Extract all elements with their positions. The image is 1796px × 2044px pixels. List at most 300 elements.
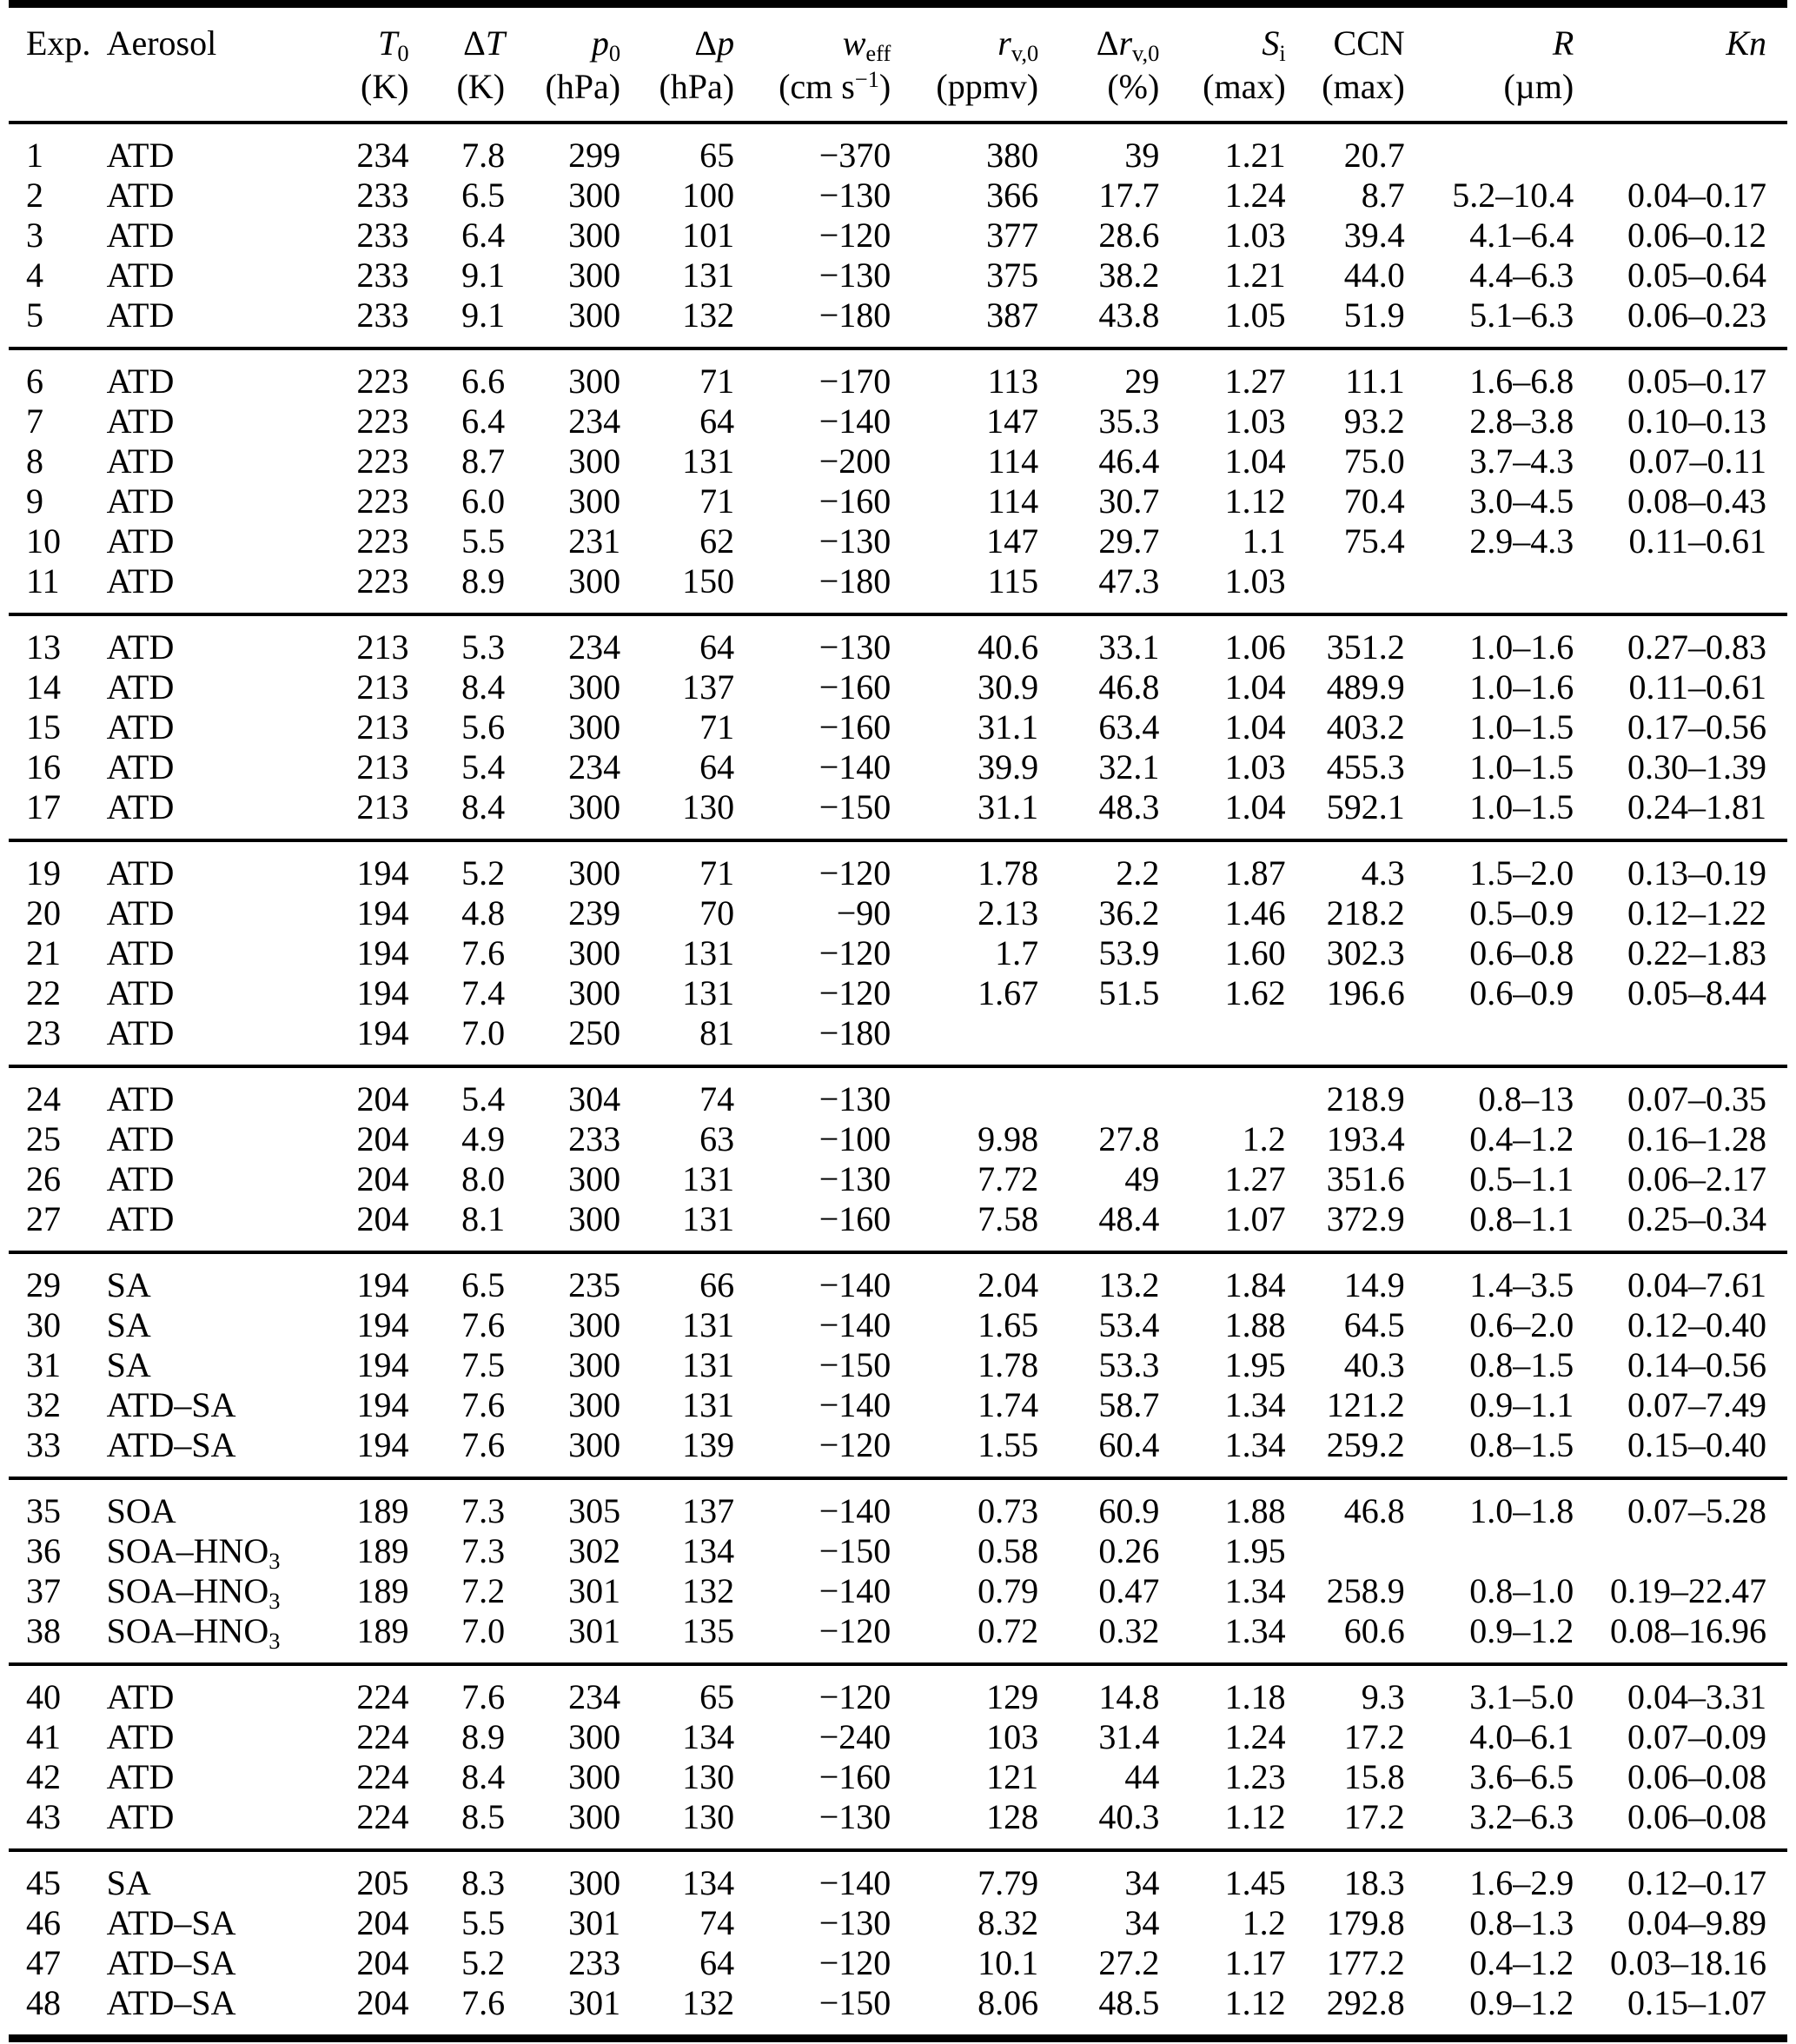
cell-p0: 300 <box>568 1757 621 1796</box>
cell-dT: 5.4 <box>461 747 506 786</box>
cell-exp: 8 <box>26 441 43 481</box>
cell-si: 1.62 <box>1224 973 1286 1012</box>
column-label-t0: $T_0$ <box>378 23 409 67</box>
column-unit-t0: (K) <box>361 67 409 106</box>
column-label-dT: ΔT <box>463 23 506 63</box>
table-row-exp-32 <box>9 1385 1787 1425</box>
cell-t0: 224 <box>356 1677 409 1716</box>
cell-dp: 65 <box>699 136 735 175</box>
cell-dp: 130 <box>682 1797 735 1836</box>
cell-weff: −130 <box>818 627 891 667</box>
table-row-exp-8 <box>9 441 1787 481</box>
cell-dp: 71 <box>699 481 735 521</box>
cell-r: 0.8–1.5 <box>1469 1425 1574 1464</box>
cell-r: 3.2–6.3 <box>1469 1797 1574 1836</box>
cell-r: 1.4–3.5 <box>1469 1265 1574 1304</box>
cell-aerosol: ATD <box>106 1119 175 1158</box>
cell-t0: 223 <box>356 441 409 481</box>
cell-dT: 8.5 <box>461 1797 506 1836</box>
cell-kn: 0.04–3.31 <box>1627 1677 1766 1716</box>
table-row-exp-47 <box>9 1943 1787 1983</box>
cell-weff: −140 <box>818 1385 891 1424</box>
cell-ccn: 64.5 <box>1343 1305 1405 1344</box>
cell-drv0: 30.7 <box>1098 481 1160 521</box>
cell-drv0: 47.3 <box>1098 561 1160 601</box>
cell-aerosol: ATD <box>106 1717 175 1756</box>
cell-r: 0.9–1.2 <box>1469 1983 1574 2022</box>
cell-p0: 231 <box>568 521 621 561</box>
cell-aerosol: ATD <box>106 256 175 295</box>
cell-p0: 300 <box>568 481 621 521</box>
cell-p0: 233 <box>568 1119 621 1158</box>
cell-exp: 35 <box>26 1491 61 1530</box>
cell-aerosol: ATD <box>106 853 175 893</box>
cell-aerosol: ATD <box>106 216 175 255</box>
cell-t0: 223 <box>356 402 409 441</box>
cell-si: 1.34 <box>1224 1611 1286 1650</box>
cell-dT: 6.4 <box>461 216 506 255</box>
cell-weff: −150 <box>818 787 891 826</box>
cell-r: 2.8–3.8 <box>1469 402 1574 441</box>
cell-dp: 71 <box>699 853 735 893</box>
cell-si: 1.21 <box>1224 136 1286 175</box>
cell-r: 1.0–1.5 <box>1469 707 1574 747</box>
cell-rv0 <box>891 1013 1038 1066</box>
cell-t0: 204 <box>356 1079 409 1118</box>
cell-si: 1.03 <box>1224 561 1286 601</box>
cell-kn: 0.27–0.83 <box>1627 627 1766 667</box>
cell-aerosol: ATD <box>106 1013 175 1052</box>
cell-rv0: 9.98 <box>978 1119 1039 1158</box>
cell-aerosol: ATD–SA <box>106 1385 236 1424</box>
cell-exp: 5 <box>26 295 43 335</box>
cell-r: 0.4–1.2 <box>1469 1119 1574 1158</box>
cell-kn <box>1574 1531 1787 1571</box>
cell-drv0 <box>1038 1066 1159 1119</box>
cell-dT: 7.6 <box>461 1677 506 1716</box>
cell-rv0: 31.1 <box>978 787 1039 826</box>
cell-rv0: 2.04 <box>978 1265 1039 1304</box>
cell-drv0: 36.2 <box>1098 893 1160 932</box>
cell-drv0: 0.32 <box>1098 1611 1160 1650</box>
table-row-exp-20 <box>9 893 1787 933</box>
cell-weff: −140 <box>818 1863 891 1902</box>
cell-dp: 81 <box>699 1013 735 1052</box>
cell-rv0: 1.65 <box>978 1305 1039 1344</box>
cell-t0: 213 <box>356 787 409 826</box>
cell-ccn <box>1286 1531 1405 1571</box>
cell-kn: 0.07–0.11 <box>1628 441 1766 481</box>
cell-weff: −140 <box>818 1571 891 1610</box>
cell-kn: 0.06–0.08 <box>1627 1797 1766 1836</box>
cell-r: 0.6–0.8 <box>1469 933 1574 972</box>
cell-drv0: 48.3 <box>1098 787 1160 826</box>
cell-weff: −150 <box>818 1531 891 1570</box>
cell-si: 1.60 <box>1224 933 1286 972</box>
cell-si: 1.12 <box>1224 1983 1286 2022</box>
cell-drv0: 60.9 <box>1098 1491 1160 1530</box>
cell-dT: 7.4 <box>461 973 506 1012</box>
cell-si: 1.03 <box>1224 402 1286 441</box>
cell-kn <box>1574 123 1787 176</box>
cell-ccn: 193.4 <box>1326 1119 1405 1158</box>
cell-drv0: 40.3 <box>1098 1797 1160 1836</box>
cell-ccn: 4.3 <box>1361 853 1405 893</box>
cell-aerosol: ATD <box>106 893 175 932</box>
cell-r <box>1405 1531 1574 1571</box>
cell-rv0: 387 <box>986 295 1039 335</box>
cell-dT: 6.5 <box>461 1265 506 1304</box>
cell-aerosol: SOA <box>106 1491 176 1530</box>
cell-aerosol: ATD–SA <box>106 1903 236 1942</box>
cell-dp: 139 <box>682 1425 735 1464</box>
cell-ccn <box>1286 561 1405 614</box>
cell-si: 1.18 <box>1224 1677 1286 1716</box>
row-group-4 <box>9 840 1787 1066</box>
cell-ccn: 15.8 <box>1343 1757 1405 1796</box>
column-label-ccn: CCN <box>1333 23 1405 63</box>
cell-t0: 213 <box>356 627 409 667</box>
cell-drv0: 34 <box>1124 1863 1160 1902</box>
cell-weff: −160 <box>818 667 891 707</box>
column-label-si: $S_i$ <box>1262 23 1286 67</box>
cell-dT: 8.9 <box>461 561 506 601</box>
cell-si: 1.95 <box>1224 1531 1286 1570</box>
cell-t0: 204 <box>356 1199 409 1238</box>
cell-aerosol: ATD <box>106 402 175 441</box>
cell-aerosol: ATD <box>106 561 175 601</box>
table-row-exp-35 <box>9 1478 1787 1531</box>
cell-aerosol: SA <box>106 1305 151 1344</box>
cell-weff: −130 <box>818 1797 891 1836</box>
cell-p0: 300 <box>568 1863 621 1902</box>
cell-r <box>1405 123 1574 176</box>
cell-dp: 131 <box>682 933 735 972</box>
cell-ccn: 218.2 <box>1326 893 1405 932</box>
cell-p0: 300 <box>568 256 621 295</box>
cell-p0: 300 <box>568 216 621 255</box>
table-row-exp-23 <box>9 1013 1787 1066</box>
cell-dT: 7.0 <box>461 1013 506 1052</box>
cell-exp: 25 <box>26 1119 61 1158</box>
cell-ccn: 14.9 <box>1343 1265 1405 1304</box>
cell-si: 1.21 <box>1224 256 1286 295</box>
row-group-6 <box>9 1252 1787 1478</box>
cell-aerosol: ATD–SA <box>106 1425 236 1464</box>
cell-kn: 0.07–5.28 <box>1627 1491 1766 1530</box>
cell-dp: 62 <box>699 521 735 561</box>
row-group-2 <box>9 348 1787 614</box>
cell-p0: 300 <box>568 1305 621 1344</box>
cell-weff: −150 <box>818 1345 891 1384</box>
cell-p0: 300 <box>568 973 621 1012</box>
cell-rv0: 10.1 <box>978 1943 1039 1982</box>
cell-exp: 14 <box>26 667 61 707</box>
table-row-exp-27 <box>9 1199 1787 1252</box>
cell-si: 1.84 <box>1224 1265 1286 1304</box>
cell-exp: 36 <box>26 1531 61 1570</box>
cell-dp: 132 <box>682 295 735 335</box>
cell-kn <box>1574 561 1787 614</box>
cell-drv0: 51.5 <box>1098 973 1160 1012</box>
cell-r: 0.9–1.1 <box>1469 1385 1574 1424</box>
cell-aerosol: SA <box>106 1265 151 1304</box>
cell-dT: 6.0 <box>461 481 506 521</box>
cell-rv0: 380 <box>986 136 1039 175</box>
cell-r: 1.5–2.0 <box>1469 853 1574 893</box>
cell-aerosol: ATD <box>106 441 175 481</box>
cell-kn: 0.05–8.44 <box>1627 973 1766 1012</box>
cell-exp: 29 <box>26 1265 61 1304</box>
cell-aerosol: ATD <box>106 1159 175 1198</box>
cell-exp: 22 <box>26 973 61 1012</box>
table-row-exp-26 <box>9 1159 1787 1199</box>
cell-rv0: 1.67 <box>978 973 1039 1012</box>
cell-si: 1.24 <box>1224 176 1286 215</box>
cell-ccn: 179.8 <box>1326 1903 1405 1942</box>
cell-kn: 0.07–0.35 <box>1627 1079 1766 1118</box>
cell-p0: 300 <box>568 1345 621 1384</box>
cell-si: 1.2 <box>1242 1903 1286 1942</box>
cell-weff: −180 <box>818 1013 891 1052</box>
cell-aerosol: ATD <box>106 136 175 175</box>
column-unit-ccn: (max) <box>1322 67 1405 106</box>
cell-p0: 300 <box>568 1425 621 1464</box>
cell-weff: −140 <box>818 1491 891 1530</box>
column-label-dp: Δp <box>694 23 735 63</box>
table-row-exp-36 <box>9 1531 1787 1571</box>
cell-drv0: 46.8 <box>1098 667 1160 707</box>
cell-ccn: 8.7 <box>1361 176 1405 215</box>
cell-si: 1.12 <box>1224 1797 1286 1836</box>
cell-exp: 13 <box>26 627 61 667</box>
cell-rv0: 366 <box>986 176 1039 215</box>
table-row-exp-29 <box>9 1252 1787 1305</box>
cell-dp: 131 <box>682 256 735 295</box>
cell-drv0: 43.8 <box>1098 295 1160 335</box>
cell-kn: 0.16–1.28 <box>1627 1119 1766 1158</box>
cell-dT: 5.2 <box>461 853 506 893</box>
cell-t0: 194 <box>356 1425 409 1464</box>
cell-exp: 16 <box>26 747 61 786</box>
cell-p0: 301 <box>568 1983 621 2022</box>
cell-kn: 0.19–22.47 <box>1610 1571 1766 1610</box>
table-row-exp-30 <box>9 1305 1787 1345</box>
cell-si: 1.95 <box>1224 1345 1286 1384</box>
cell-weff: −370 <box>818 136 891 175</box>
cell-r: 3.7–4.3 <box>1469 441 1574 481</box>
cell-t0: 204 <box>356 1119 409 1158</box>
cell-ccn: 20.7 <box>1343 136 1405 175</box>
cell-dT: 7.8 <box>461 136 506 175</box>
cell-t0: 224 <box>356 1717 409 1756</box>
cell-si: 1.04 <box>1224 787 1286 826</box>
cell-t0: 213 <box>356 667 409 707</box>
cell-si: 1.03 <box>1224 747 1286 786</box>
cell-t0: 234 <box>356 136 409 175</box>
cell-si: 1.2 <box>1242 1119 1286 1158</box>
cell-kn: 0.08–0.43 <box>1627 481 1766 521</box>
cell-r: 0.5–0.9 <box>1469 893 1574 932</box>
cell-dT: 7.6 <box>461 1305 506 1344</box>
cell-aerosol: ATD <box>106 1199 175 1238</box>
cell-t0: 204 <box>356 1983 409 2022</box>
cell-drv0: 27.8 <box>1098 1119 1160 1158</box>
cell-p0: 302 <box>568 1531 621 1570</box>
cell-si: 1.23 <box>1224 1757 1286 1796</box>
cell-kn: 0.04–0.17 <box>1627 176 1766 215</box>
cell-p0: 300 <box>568 1159 621 1198</box>
table-row-exp-24 <box>9 1066 1787 1119</box>
cell-r: 0.4–1.2 <box>1469 1943 1574 1982</box>
table-row-exp-25 <box>9 1119 1787 1159</box>
column-unit-exp <box>9 65 107 123</box>
cell-dp: 132 <box>682 1571 735 1610</box>
cell-dT: 8.7 <box>461 441 506 481</box>
cell-dT: 8.4 <box>461 1757 506 1796</box>
cell-aerosol: SOA–$HNO_3$ <box>106 1611 281 1655</box>
cell-rv0: 1.74 <box>978 1385 1039 1424</box>
cell-rv0: 7.79 <box>978 1863 1039 1902</box>
cell-dp: 74 <box>699 1903 735 1942</box>
cell-rv0: 129 <box>986 1677 1039 1716</box>
cell-dT: 8.4 <box>461 667 506 707</box>
cell-exp: 46 <box>26 1903 61 1942</box>
cell-si <box>1159 1066 1285 1119</box>
cell-exp: 38 <box>26 1611 61 1650</box>
cell-kn: 0.30–1.39 <box>1627 747 1766 786</box>
cell-drv0: 27.2 <box>1098 1943 1160 1982</box>
column-unit-kn <box>1574 65 1787 123</box>
cell-kn: 0.13–0.19 <box>1627 853 1766 893</box>
cell-drv0: 29.7 <box>1098 521 1160 561</box>
cell-aerosol: ATD–SA <box>106 1943 236 1982</box>
cell-drv0: 0.26 <box>1098 1531 1160 1570</box>
cell-dp: 70 <box>699 893 735 932</box>
column-unit-weff: (cm $s^{-1}$) <box>779 65 891 106</box>
table-row-exp-3 <box>9 216 1787 256</box>
cell-r: 1.6–2.9 <box>1469 1863 1574 1902</box>
cell-r: 0.6–2.0 <box>1469 1305 1574 1344</box>
cell-ccn: 44.0 <box>1343 256 1405 295</box>
cell-weff: −120 <box>818 1425 891 1464</box>
cell-aerosol: ATD <box>106 1797 175 1836</box>
cell-dT: 7.2 <box>461 1571 506 1610</box>
cell-weff: −180 <box>818 561 891 601</box>
cell-ccn: 351.2 <box>1326 627 1405 667</box>
cell-rv0: 0.58 <box>978 1531 1039 1570</box>
cell-dp: 100 <box>682 176 735 215</box>
cell-weff: −140 <box>818 1265 891 1304</box>
cell-kn: 0.11–0.61 <box>1628 521 1766 561</box>
cell-aerosol: ATD <box>106 627 175 667</box>
cell-exp: 27 <box>26 1199 61 1238</box>
cell-t0: 233 <box>356 256 409 295</box>
cell-dp: 131 <box>682 973 735 1012</box>
cell-exp: 43 <box>26 1797 61 1836</box>
cell-ccn: 302.3 <box>1326 933 1405 972</box>
cell-weff: −130 <box>818 1159 891 1198</box>
cell-exp: 10 <box>26 521 61 561</box>
cell-r: 1.0–1.5 <box>1469 787 1574 826</box>
cell-ccn: 60.6 <box>1343 1611 1405 1650</box>
cell-r: 3.0–4.5 <box>1469 481 1574 521</box>
cell-p0: 300 <box>568 176 621 215</box>
cell-ccn: 177.2 <box>1326 1943 1405 1982</box>
cell-kn: 0.22–1.83 <box>1627 933 1766 972</box>
cell-rv0: 30.9 <box>978 667 1039 707</box>
cell-weff: −140 <box>818 747 891 786</box>
cell-kn: 0.05–0.17 <box>1627 362 1766 401</box>
row-group-3 <box>9 614 1787 840</box>
table-row-exp-5 <box>9 295 1787 348</box>
cell-kn: 0.10–0.13 <box>1627 402 1766 441</box>
cell-si: 1.24 <box>1224 1717 1286 1756</box>
cell-ccn: 75.4 <box>1343 521 1405 561</box>
cell-si: 1.34 <box>1224 1425 1286 1464</box>
cell-weff: −180 <box>818 295 891 335</box>
cell-exp: 4 <box>26 256 43 295</box>
cell-exp: 32 <box>26 1385 61 1424</box>
cell-p0: 301 <box>568 1611 621 1650</box>
table-row-exp-10 <box>9 521 1787 561</box>
cell-t0: 194 <box>356 1345 409 1384</box>
cell-ccn: 259.2 <box>1326 1425 1405 1464</box>
cell-weff: −240 <box>818 1717 891 1756</box>
cell-ccn <box>1286 1013 1405 1066</box>
cell-si: 1.34 <box>1224 1571 1286 1610</box>
column-unit-rv0: (ppmv) <box>936 67 1039 106</box>
cell-dT: 7.6 <box>461 1425 506 1464</box>
cell-drv0: 0.47 <box>1098 1571 1160 1610</box>
cell-dT: 8.4 <box>461 787 506 826</box>
table-row-exp-46 <box>9 1903 1787 1943</box>
cell-t0: 194 <box>356 1305 409 1344</box>
cell-drv0: 31.4 <box>1098 1717 1160 1756</box>
cell-weff: −120 <box>818 216 891 255</box>
cell-exp: 19 <box>26 853 61 893</box>
cell-aerosol: ATD <box>106 1677 175 1716</box>
table-row-exp-16 <box>9 747 1787 787</box>
table-row-exp-1 <box>9 123 1787 176</box>
cell-si: 1.17 <box>1224 1943 1286 1982</box>
table-row-exp-38 <box>9 1611 1787 1664</box>
cell-exp: 3 <box>26 216 43 255</box>
table-row-exp-14 <box>9 667 1787 707</box>
cell-si: 1.1 <box>1242 521 1286 561</box>
cell-t0: 223 <box>356 521 409 561</box>
cell-t0: 223 <box>356 362 409 401</box>
cell-aerosol: ATD <box>106 176 175 215</box>
cell-r <box>1405 1013 1574 1066</box>
cell-rv0: 2.13 <box>978 893 1039 932</box>
cell-ccn: 46.8 <box>1343 1491 1405 1530</box>
cell-p0: 305 <box>568 1491 621 1530</box>
cell-drv0: 48.5 <box>1098 1983 1160 2022</box>
cell-t0: 194 <box>356 1265 409 1304</box>
cell-ccn: 292.8 <box>1326 1983 1405 2022</box>
cell-t0: 204 <box>356 1159 409 1198</box>
cell-exp: 17 <box>26 787 61 826</box>
cell-dp: 134 <box>682 1531 735 1570</box>
cell-rv0: 147 <box>986 521 1039 561</box>
column-label-kn: Kn <box>1726 23 1766 63</box>
cell-dp: 71 <box>699 362 735 401</box>
cell-r: 4.1–6.4 <box>1469 216 1574 255</box>
cell-weff: −120 <box>818 1677 891 1716</box>
cell-rv0: 113 <box>987 362 1039 401</box>
cell-p0: 234 <box>568 1677 621 1716</box>
